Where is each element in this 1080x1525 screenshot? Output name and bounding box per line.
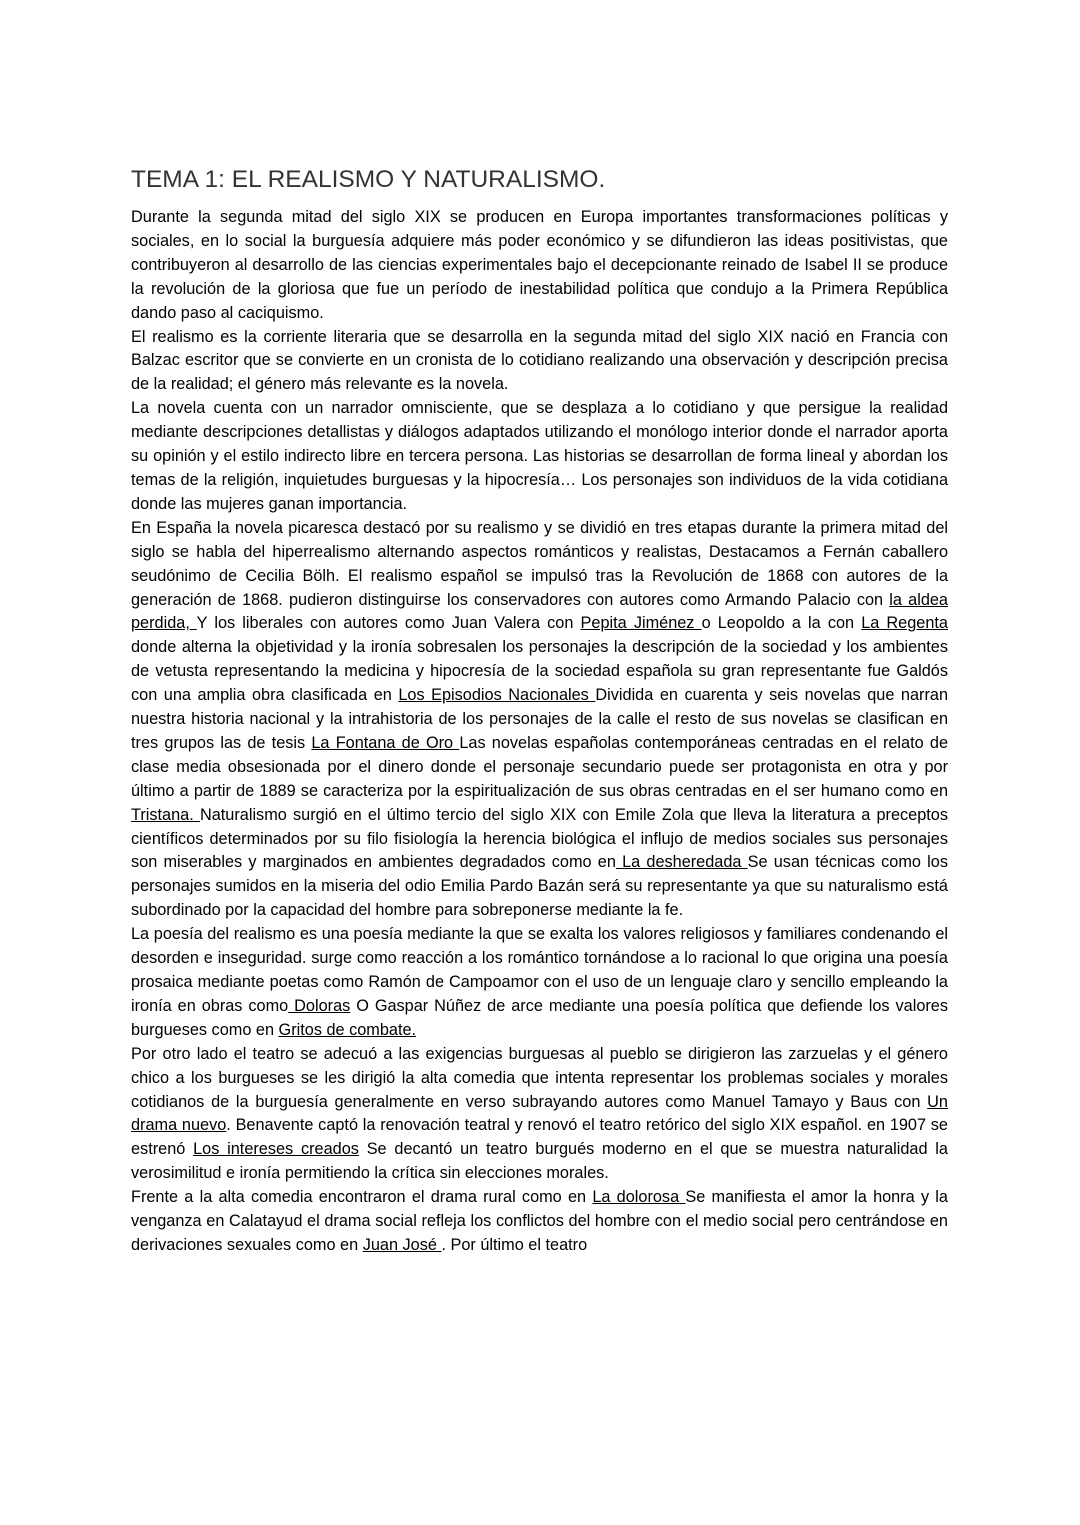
underlined-work-title: Gritos de combate. xyxy=(278,1020,417,1039)
underlined-work-title: Juan José xyxy=(362,1235,442,1254)
underlined-work-title: La Regenta xyxy=(861,614,948,633)
document-body xyxy=(131,206,948,1258)
underlined-work-title: Doloras xyxy=(288,996,351,1015)
paragraph-text: Por otro lado el teatro se adecuó a las exigencias burguesas al pueblo se dirigieron las zarzuelas y el género chico a los burgueses se les dirigió la alta comedia que intenta representar los problemas sociales y morales cotidianos de la burguesía generalmente en verso subrayando autores como Manuel Tamayo y Baus con xyxy=(131,1044,948,1111)
underlined-work-title: Los intereses creados xyxy=(193,1140,359,1159)
document-page xyxy=(131,162,948,1258)
paragraph-text: donde alterna la objetividad y la ironía sobresalen los personajes la descripción de la sociedad y los ambientes de vetusta representando la medicina y hipocresía de la sociedad española su gran representante fue Galdós con una amplia obra clasificada en xyxy=(131,638,948,705)
paragraph-text: Dividida en cuarenta y seis novelas que narran nuestra historia nacional y la intrahistoria de los personajes de la calle el resto de sus novelas se clasifican en tres grupos las de tesis xyxy=(131,686,948,752)
paragraph-text: Se usan técnicas como los personajes sumidos en la miseria del odio Emilia Pardo Bazán será su representante ya que su naturalismo está subordinado por la capacidad del hombre para sobreponerse mediante la fe. xyxy=(131,853,948,920)
paragraph-text: El realismo es la corriente literaria que se desarrolla en la segunda mitad del siglo XIX nació en Francia con Balzac escritor que se convierte en un cronista de lo cotidiano realizando una observación y descripción precisa de la realidad; el género más relevante es la novela. xyxy=(131,327,948,394)
paragraph xyxy=(131,923,948,1043)
underlined-work-title: La Fontana de Oro xyxy=(311,733,460,752)
paragraph-text: Durante la segunda mitad del siglo XIX se producen en Europa importantes transformaciones políticas y sociales, en lo social la burguesía adquiere más poder económico y se difundieron las ideas positivistas, que contribuyeron al desarrollo de las ciencias experimentales bajo el decepcionante reinado de Isabel II se produce la revolución de la gloriosa que fue un período de inestabilidad política que condujo a la Primera República dando paso al caciquismo. xyxy=(131,208,948,322)
paragraph-text: En España la novela picaresca destacó por su realismo y se dividió en tres etapas durante la primera mitad del siglo se habla del hiperrealismo alternando aspectos románticos y realistas, Destacamos a Fernán caballero seudónimo de Cecilia Bölh. El realismo español se impulsó tras la Revolución de 1868 con autores de la generación de 1868. pudieron distinguirse los conservadores con autores como Armando Palacio con xyxy=(131,518,948,609)
underlined-work-title: La desheredada xyxy=(615,853,748,872)
underlined-work-title: La dolorosa xyxy=(592,1188,686,1207)
paragraph-text: o Leopoldo a la con xyxy=(701,614,862,633)
paragraph-text: O Gaspar Núñez de arce mediante una poesía política que defiende los valores burgueses como en xyxy=(131,996,948,1039)
paragraph xyxy=(131,1186,948,1258)
document-title: TEMA 1: EL REALISMO Y NATURALISMO. xyxy=(131,166,606,193)
paragraph-text: . Benavente captó la renovación teatral y renovó el teatro retórico del siglo XIX español. en 1907 se estrenó xyxy=(131,1116,948,1159)
paragraph-text: Naturalismo surgió en el último tercio del siglo XIX con Emile Zola que lleva la literatura a preceptos científicos determinados por su filo fisiología la herencia biológica el influjo de medios sociales sus personajes son miserables y marginados en ambientes degradados como en xyxy=(131,805,949,872)
paragraph xyxy=(131,1043,948,1186)
paragraph-text: Y los liberales con autores como Juan Valera con xyxy=(196,614,581,633)
paragraph-text: Se decantó un teatro burgués moderno en el que se muestra naturalidad la verosimilitud e ironía permitiendo la crítica sin elecciones morales. xyxy=(131,1140,948,1183)
paragraph xyxy=(131,326,948,398)
underlined-work-title: Pepita Jiménez xyxy=(580,614,702,633)
paragraph xyxy=(131,397,948,517)
paragraph-text: La poesía del realismo es una poesía mediante la que se exalta los valores religiosos y familiares condenando el desorden e inseguridad. surge como reacción a los romántico tornándose a lo racional lo que origina una poesía prosaica mediante poetas como Ramón de Campoamor con el uso de un lenguaje claro y sencillo empleando la ironía en obras como xyxy=(131,925,948,1015)
paragraph-text: Las novelas españolas contemporáneas centradas en el relato de clase media obsesionada por el dinero donde el personaje secundario puede ser protagonista en otra y por último a partir de 1889 se caracteriza por la espiritualización de sus obras centradas en el ser humano como en xyxy=(131,733,948,800)
underlined-work-title: la aldea perdida, xyxy=(131,590,948,633)
paragraph-text: La novela cuenta con un narrador omnisciente, que se desplaza a lo cotidiano y que persigue la realidad mediante descripciones detallistas y diálogos adaptados utilizando el monólogo interior donde el narrador aporta su opinión y el estilo indirecto libre en tercera persona. Las historias se desarrollan de forma lineal y abordan los temas de la religión, inquietudes burguesas y la hipocresía… Los personajes son individuos de la vida cotidiana donde las mujeres ganan importancia. xyxy=(131,399,948,513)
paragraph xyxy=(131,517,948,923)
underlined-work-title: Un drama nuevo xyxy=(131,1092,948,1135)
paragraph-text: Se manifiesta el amor la honra y la venganza en Calatayud el drama social refleja los conflictos del hombre con el medio social pero centrándose en derivaciones sexuales como en xyxy=(131,1188,948,1254)
paragraph-text: . Por último el teatro xyxy=(441,1235,588,1254)
paragraph-text: Frente a la alta comedia encontraron el drama rural como en xyxy=(131,1188,593,1207)
paragraph xyxy=(131,206,948,326)
underlined-work-title: Los Episodios Nacionales xyxy=(398,686,596,705)
underlined-work-title: Tristana. xyxy=(131,805,200,824)
